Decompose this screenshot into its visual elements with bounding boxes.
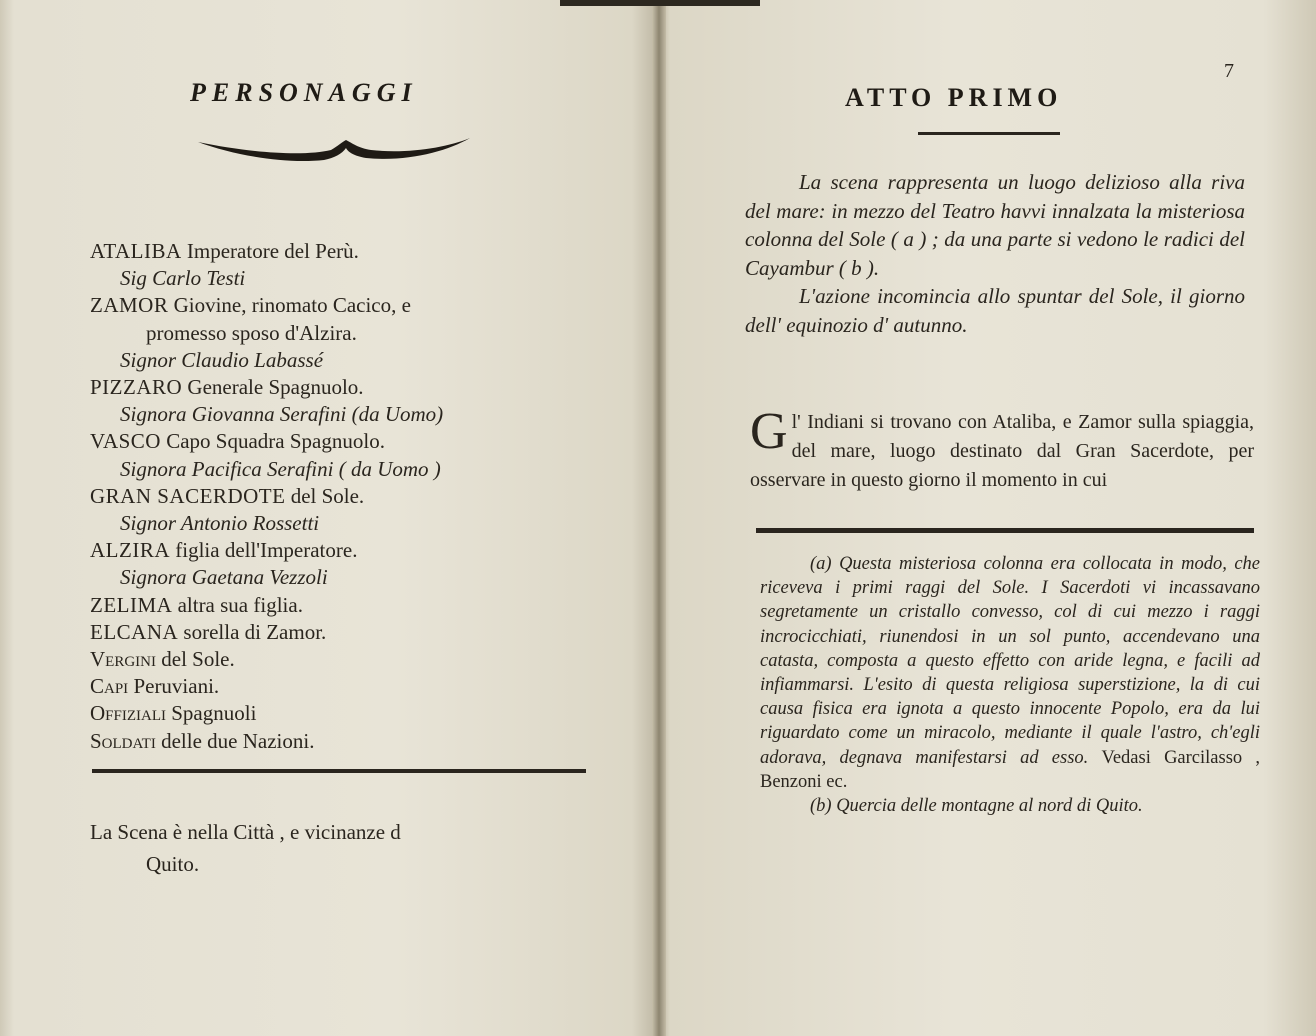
group-description: delle due Nazioni. xyxy=(161,728,315,753)
page-title-atto-primo: ATTO PRIMO xyxy=(845,83,1063,112)
cast-role: ELCANA xyxy=(90,619,179,644)
cast-role: ZAMOR xyxy=(90,293,169,318)
cast-performer: Signora Pacifica Serafini ( da Uomo ) xyxy=(120,456,441,481)
group-role: Capi xyxy=(90,674,129,699)
group-role: Soldati xyxy=(90,728,156,753)
footnotes xyxy=(760,552,1260,818)
page-number: 7 xyxy=(1224,60,1234,82)
cast-entry xyxy=(90,428,610,455)
cast-entry xyxy=(90,537,610,564)
group-role: Offiziali xyxy=(90,701,166,726)
stage-direction-paragraph: La scena rappresenta un luogo delizioso alla riva del mare: in mezzo del Teatro havvi innalzata la misteriosa colonna del Sole ( a ) ; da una parte si vedono le radici del Cayambur ( b ). xyxy=(745,170,1245,280)
cast-entry xyxy=(90,619,610,646)
cast-description: figlia dell'Imperatore. xyxy=(175,538,358,563)
body-text: l' Indiani si trovano con Ataliba, e Zamor sulla spiaggia, del mare, luogo destinato dal Gran Sacerdote, per osservare in questo giorno il momento in cui xyxy=(750,411,1254,491)
group-description: Peruviani. xyxy=(133,674,220,699)
cast-performer: Signor Antonio Rossetti xyxy=(120,511,320,536)
right-page xyxy=(660,0,1316,1036)
cast-role: ALZIRA xyxy=(90,538,170,563)
scene-setting-note xyxy=(90,816,590,880)
stage-direction xyxy=(745,168,1245,340)
cast-role: PIZZARO xyxy=(90,375,183,400)
cast-description-cont: promesso sposo d'Alzira. xyxy=(146,320,357,345)
cast-role: ATALIBA xyxy=(90,239,182,263)
group-entry xyxy=(90,673,610,700)
scene-note-line-1: La Scena è nella Città , e vicinanze d xyxy=(90,820,401,844)
cast-performer: Signora Gaetana Vezzoli xyxy=(120,565,328,590)
cast-entry xyxy=(90,483,610,510)
cast-description: altra sua figlia. xyxy=(177,592,303,617)
scene-note-line-2: Quito. xyxy=(146,852,200,876)
drop-cap: G xyxy=(750,403,788,460)
cast-performer: Signor Claudio Labassé xyxy=(120,347,324,372)
group-description: Spagnuoli xyxy=(171,701,257,726)
cast-list xyxy=(90,238,610,755)
title-rule xyxy=(918,132,1060,135)
cast-performer: Signora Giovanna Serafini (da Uomo) xyxy=(120,402,444,427)
cast-entry xyxy=(90,374,610,401)
cast-description: sorella di Zamor. xyxy=(183,619,327,644)
binding-shadow xyxy=(560,0,760,6)
footnote-a: (a) Questa misteriosa colonna era collocata in modo, che riceveva i primi raggi del Sole. I Sacerdoti vi incassavano segretamente un cristallo convesso, col di cui mezzo i raggi incrocicchiati, riunendosi in un sol punto, accendevano una catasta, composta a questo effetto con aride legna, e facili ad infiammarsi. L'esito di questa religiosa superstizione, la di cui causa fisica era ignota a questo innocente Popolo, era da lui riguardato come un miracolo, mediante il quale l'astro, ch'egli adorava, degnava manifestarsi ad esso. xyxy=(760,554,1260,768)
cast-entry xyxy=(90,292,610,319)
group-entry xyxy=(90,700,610,727)
cast-description: Imperatore del Perù. xyxy=(186,239,359,263)
cast-role: GRAN SACERDOTE xyxy=(90,483,286,508)
group-role: Vergini xyxy=(90,647,156,672)
body-paragraph xyxy=(750,403,1254,495)
stage-direction-paragraph: L'azione incomincia allo spuntar del Sole, il giorno dell' equinozio d' autunno. xyxy=(745,284,1245,337)
cast-role: VASCO xyxy=(90,429,161,454)
cast-entry xyxy=(90,238,610,265)
book-gutter xyxy=(652,0,666,1036)
cast-description: Capo Squadra Spagnuolo. xyxy=(166,429,385,454)
group-description: del Sole. xyxy=(161,647,235,672)
cast-performer: Sig Carlo Testi xyxy=(120,266,246,291)
group-entry xyxy=(90,728,610,755)
cast-description: Giovine, rinomato Cacico, e xyxy=(173,293,411,318)
cast-description: Generale Spagnuolo. xyxy=(187,375,364,400)
footnote-a-reference: Vedasi Garcilasso , Benzoni ec. xyxy=(760,747,1260,792)
page-title-personaggi: PERSONAGGI xyxy=(190,78,418,107)
footnote-rule xyxy=(756,528,1254,533)
cast-description: del Sole. xyxy=(290,483,365,508)
horizontal-rule xyxy=(92,769,586,773)
ornament-swash-icon xyxy=(196,132,472,162)
cast-role: ZELIMA xyxy=(90,592,173,617)
group-entry xyxy=(90,646,610,673)
footnote-b: (b) Quercia delle montagne al nord di Quito. xyxy=(810,796,1143,817)
cast-entry xyxy=(90,592,610,619)
